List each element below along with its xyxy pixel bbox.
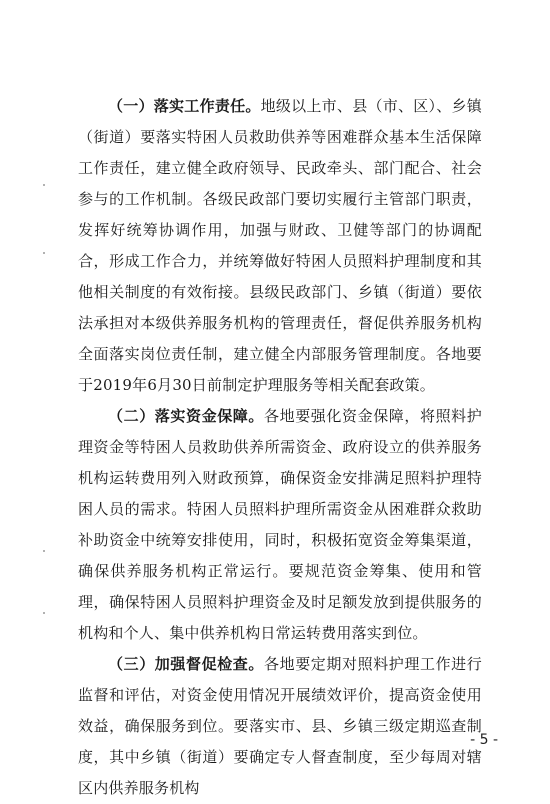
document-body <box>78 91 482 804</box>
section-heading: （一）落实工作责任。 <box>108 97 261 115</box>
section-heading: （二）落实资金保障。 <box>108 407 264 425</box>
section-text: 地级以上市、县（市、区）、乡镇（街道）要落实特困人员救助供养等困难群众基本生活保障工作责任，建立健全政府领导、民政牵头、部门配合、社会参与的工作机制。各级民政部门要切实履行主管部门职责，发挥好统筹协调作用，加强与财政、卫健等部门的协调配合，形成工作合力，并统筹做好特困人员照料护理制度和其他相关制度的有效衔接。县级民政部门、乡镇（街道）要依法承担对本级供养服务机构的管理责任，督促供养服务机构全面落实岗位责任制，建立健全内部服务管理制度。各地要于2019年6月30日前制定护理服务等相关配套政策。 <box>78 97 482 394</box>
scan-speck <box>43 184 45 186</box>
page-number: - 5 - <box>470 732 498 748</box>
section-supervision-inspection <box>78 649 482 804</box>
scan-speck <box>43 612 45 614</box>
scan-speck <box>43 252 45 254</box>
section-work-responsibility <box>78 91 482 401</box>
section-text: 各地要定期对照料护理工作进行监督和评估，对资金使用情况开展绩效评价，提高资金使用效益，确保服务到位。要落实市、县、乡镇三级定期巡查制度，其中乡镇（街道）要确定专人督查制度，至少每周对辖区内供养服务机构 <box>78 655 482 797</box>
scan-speck <box>43 550 45 552</box>
section-funding-guarantee <box>78 401 482 649</box>
section-heading: （三）加强督促检查。 <box>108 655 264 673</box>
section-text: 各地要强化资金保障，将照料护理资金等特困人员救助供养所需资金、政府设立的供养服务机构运转费用列入财政预算，确保资金安排满足照料护理特困人员的需求。特困人员照料护理所需资金从困难群众救助补助资金中统筹安排使用，同时，积极拓宽资金筹集渠道，确保供养服务机构正常运行。要规范资金筹集、使用和管理，确保特困人员照料护理资金及时足额发放到提供服务的机构和个人、集中供养机构日常运转费用落实到位。 <box>78 407 482 642</box>
